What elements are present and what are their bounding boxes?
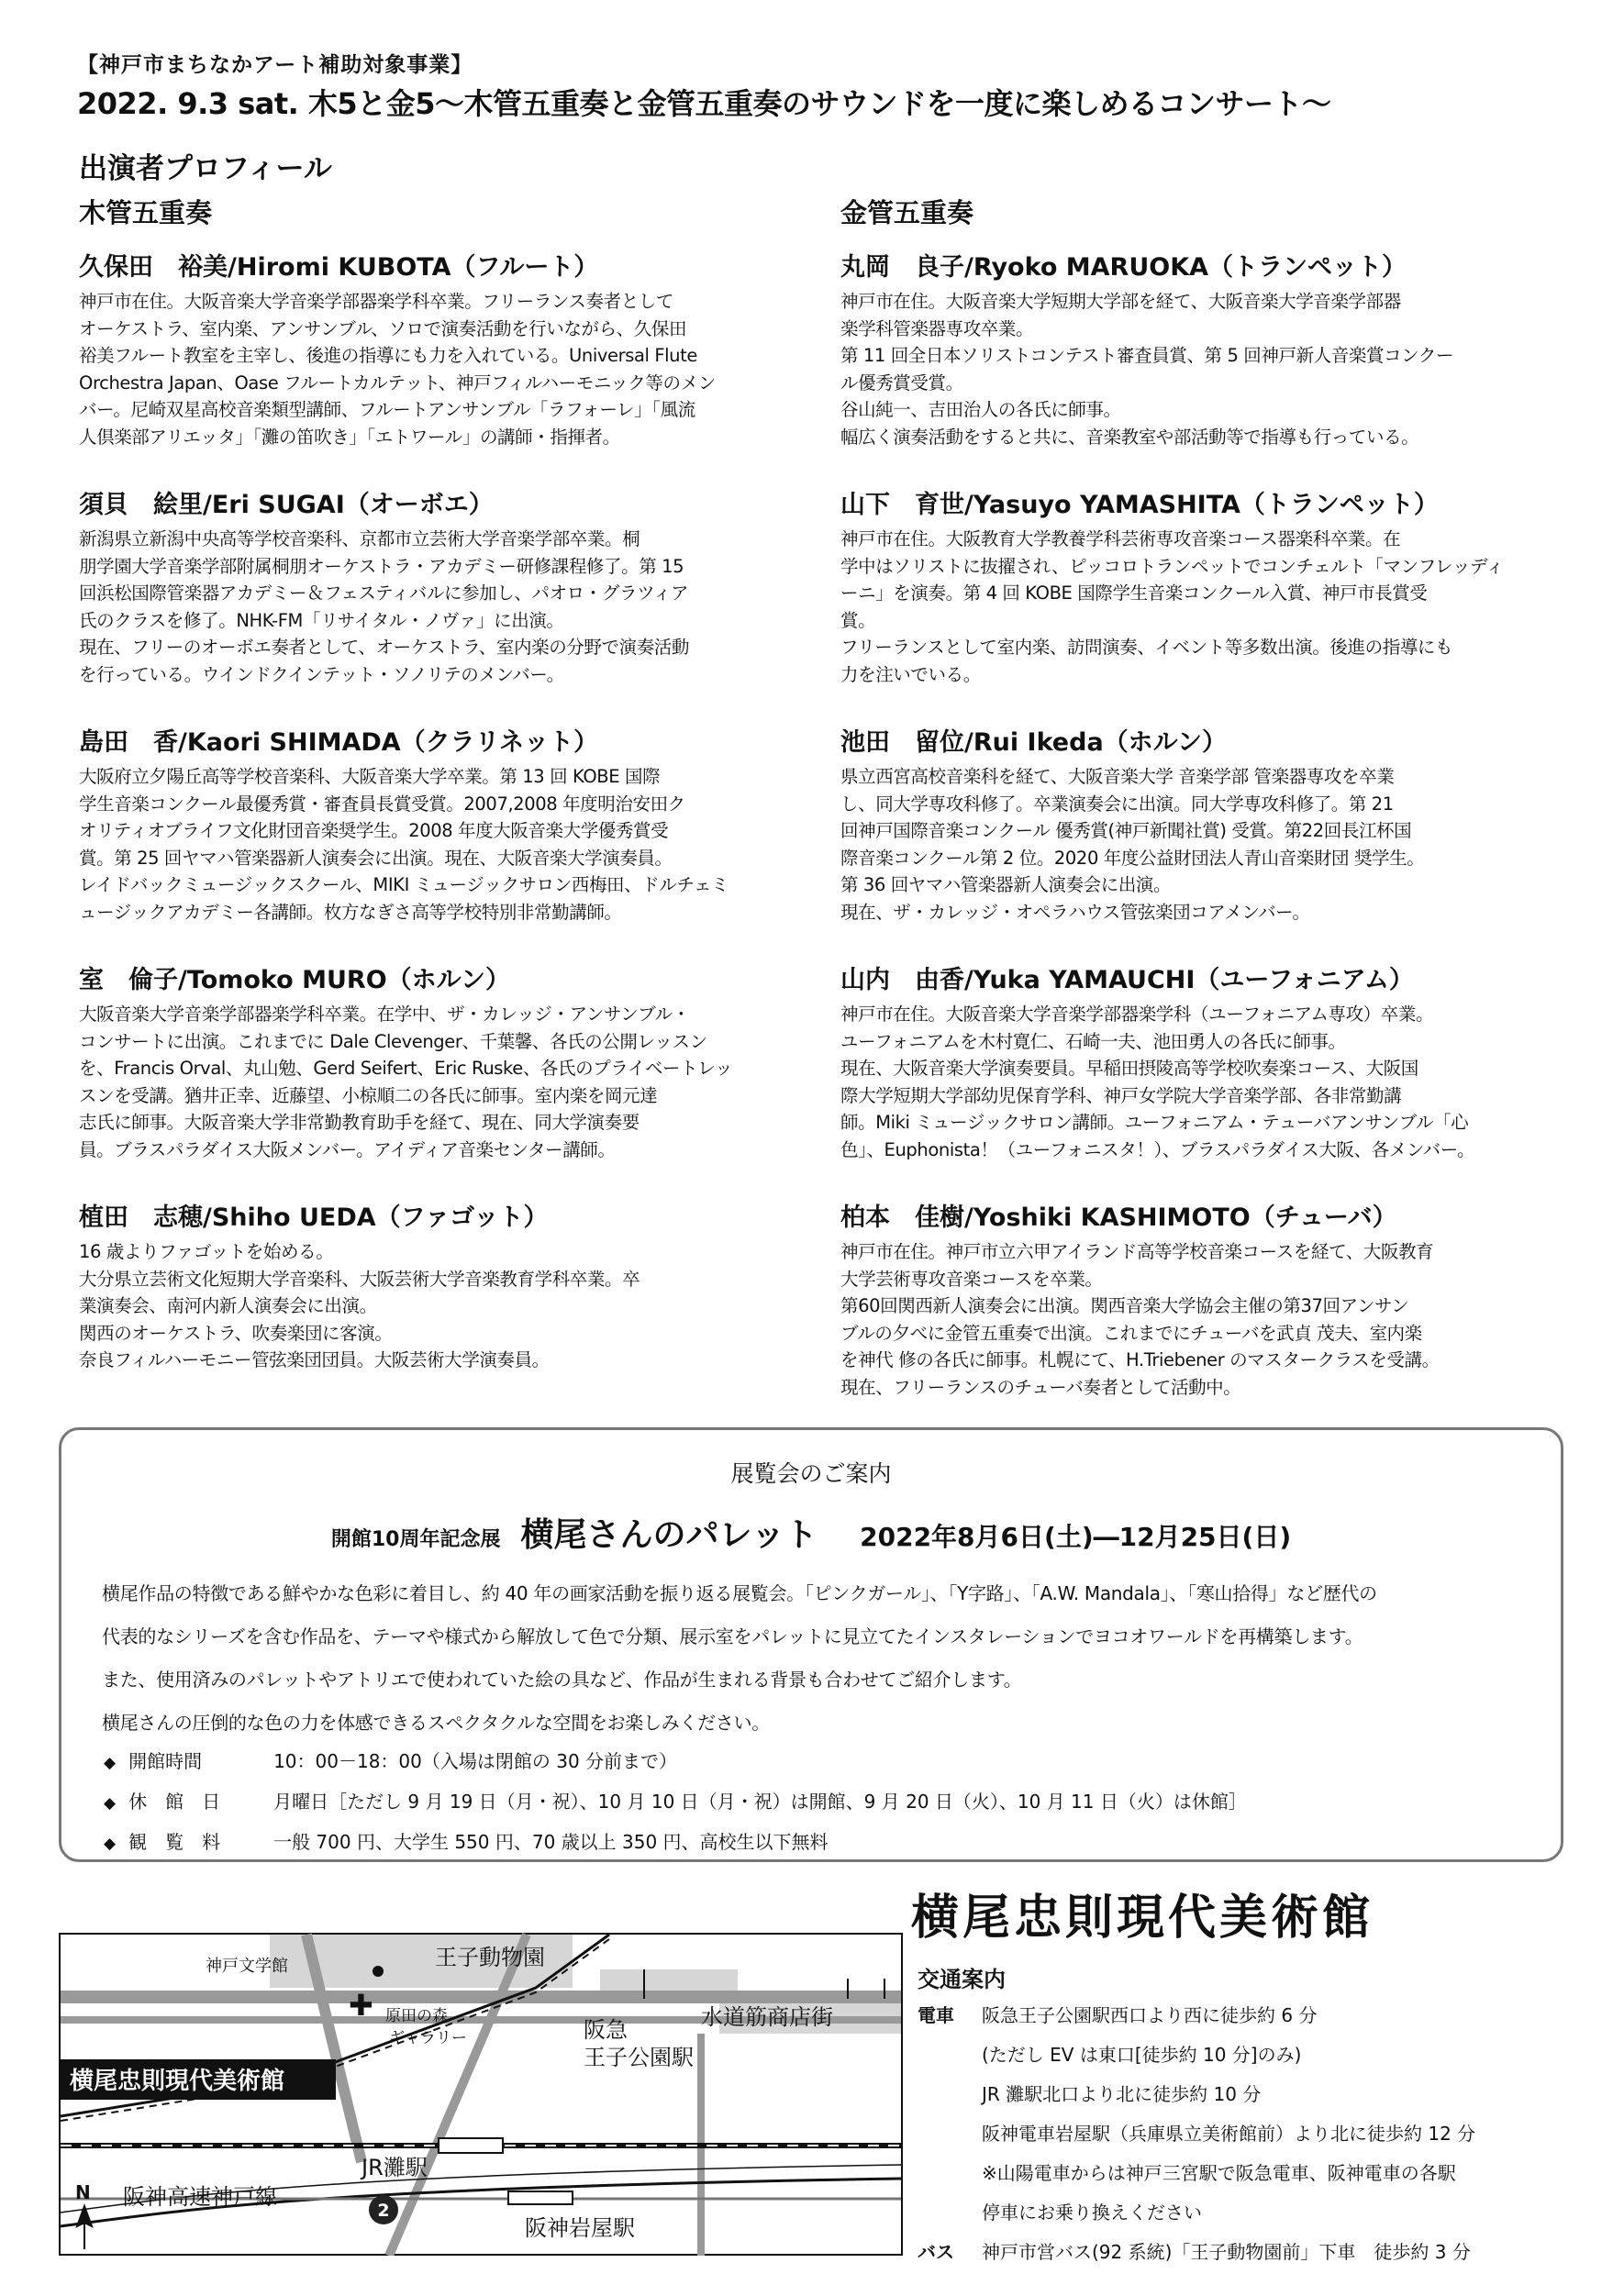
performer-profile <box>840 722 1556 926</box>
map-label-hanshin-iwaya: 阪神岩屋駅 <box>525 2215 635 2241</box>
performer-bio: 大阪府立夕陽丘高等学校音楽科、大阪音楽大学卒業。第 13 回 KOBE 国際 学生音楽コンクール最優秀賞・審査員長賞受賞。2007,2008 年度明治安田ク オリティオブライフ文化財団音楽奨学生。2008 年度大阪音楽大学優秀賞受 賞。第 25 回ヤマハ管楽器新人演奏会に出演。現在、大阪音楽大学演奏員。 レイドバックミュージックスクール、MIKI ミュージックサロン西梅田、ドルチェミ ュージックアカデミー各講師。枚方なぎさ高等学校特別非常勤講師。 <box>79 766 729 923</box>
access-mode: 電車 <box>918 2004 954 2026</box>
access-mode <box>918 2154 982 2193</box>
exhibition-heading: 展覧会のご案内 <box>730 1460 892 1487</box>
map-label-museum: 横尾忠則現代美術館 <box>70 2068 285 2095</box>
access-text: 阪神電車岩屋駅（兵庫県立美術館前）より北に徒歩約 12 分 <box>982 2123 1476 2145</box>
profile-heading: 出演者プロフィール <box>79 152 332 185</box>
exhibition-info <box>104 1742 1535 1863</box>
access-text: (ただし EV は東口[徒歩約 10 分]のみ) <box>982 2044 1302 2066</box>
performer-bio: 県立西宮高校音楽科を経て、大阪音楽大学 音楽学部 管楽器専攻を卒業 し、同大学専攻科修了。卒業演奏会に出演。同大学専攻科修了。第 21 回神戸国際音楽コンクール 優秀賞(神戸新聞社賞) 受賞。第22回長江杯国 際音楽コンクール第 2 位。2020 年度公益財団法人青山音楽財団 奨学生。 第 36 回ヤマハ管楽器新人演奏会に出演。 現在、ザ・カレッジ・オペラハウス管弦楽団コアメンバー。 <box>840 766 1425 923</box>
performer-name: 丸岡 良子/Ryoko MARUOKA（トランペット） <box>840 253 1407 282</box>
map-label-expressway: 阪神高速神戸線 <box>123 2184 277 2210</box>
info-row <box>104 1782 1535 1823</box>
performer-bio: 新潟県立新潟中央高等学校音楽科、京都市立芸術大学音楽学部卒業。桐 朋学園大学音楽学部附属桐朋オーケストラ・アカデミー研修課程修了。第 15 回浜松国際管楽器アカデミー＆フェスティバルに参加し、パオロ・グラツィア 氏のクラスを修了。NHK-FM「リサイタル・ノヴァ」に出演。 現在、フリーのオーボエ奏者として、オーケストラ、室内楽の分野で演奏活動 を行っている。ウインドクインテット・ソノリテのメンバー。 <box>79 528 689 685</box>
performer-bio: 神戸市在住。大阪教育大学教養学科芸術専攻音楽コース器楽科卒業。在 学中はソリストに抜擢され、ピッコロトランペットでコンチェルト「マンフレッディ ーニ」を演奏。第 4 回 KOBE 国際学生音楽コンクール入賞、神戸市長賞受 賞。 フリーランスとして室内楽、訪問演奏、イベント等多数出演。後進の指導にも 力を注いでいる。 <box>840 528 1504 685</box>
access-mode <box>918 2193 982 2233</box>
performer-profile <box>79 959 804 1163</box>
performer-name: 植田 志穂/Shiho UEDA（ファゴット） <box>79 1203 549 1232</box>
description-line: 代表的なシリーズを含む作品を、テーマや様式から解放して色で分類、展示室をパレットに見立てたインスタレーションでヨコオワールドを再構築します。 <box>102 1625 1363 1647</box>
access-row <box>918 2154 1560 2193</box>
diamond-bullet-icon: ◆ <box>104 1794 117 1813</box>
info-label: 開館時間 <box>128 1750 203 1772</box>
concert-title: 2022. 9.3 sat. 木5と金5～木管五重奏と金管五重奏のサウンドを一度に楽しめるコンサート～ <box>77 86 1331 121</box>
access-text: ※山陽電車からは神戸三宮駅で阪急電車、阪神電車の各駅 <box>982 2162 1456 2184</box>
access-row <box>918 2075 1560 2114</box>
performer-bio: 16 歳よりファゴットを始める。 大分県立芸術文化短期大学音楽科、大阪芸術大学音楽教育学科卒業。卒 業演奏会、南河内新人演奏会に出演。 関西のオーケストラ、吹奏楽団に客演。 奈良フィルハーモニー管弦楽団団員。大阪芸術大学演奏員。 <box>79 1241 640 1370</box>
description-line: 横尾作品の特徴である鮮やかな色彩に着目し、約 40 年の画家活動を振り返る展覧会。「ピンクガール」、「Y字路」、「A.W. Mandala」、「寒山拾得」など歴代の <box>102 1582 1377 1604</box>
access-row <box>918 2193 1560 2233</box>
access-mode: バス <box>918 2241 954 2263</box>
hankyu-line-2: 王子公園駅 <box>584 2045 694 2070</box>
performer-name: 柏本 佳樹/Yoshiki KASHIMOTO（チューバ） <box>840 1203 1397 1232</box>
info-label: 休 館 日 <box>128 1791 221 1813</box>
performer-profile <box>840 484 1556 688</box>
access-text: 停車にお乗り換えください <box>982 2202 1202 2224</box>
access-row <box>918 2233 1560 2272</box>
performer-profile <box>79 1197 804 1374</box>
harada-line-2: ギャラリー <box>389 2029 467 2047</box>
access-map <box>59 1933 903 2256</box>
access-mode <box>918 2075 982 2114</box>
performer-profile <box>840 247 1556 450</box>
performer-name: 池田 留位/Rui Ikeda（ホルン） <box>840 728 1227 757</box>
access-row <box>918 2114 1560 2154</box>
access-title: 交通案内 <box>918 1967 1006 1992</box>
exhibition-description <box>102 1572 1533 1745</box>
info-row <box>104 1823 1535 1863</box>
performer-name: 久保田 裕美/Hiromi KUBOTA（フルート） <box>79 253 599 282</box>
bungakukan-marker <box>373 1966 384 1977</box>
performer-name: 島田 香/Kaori SHIMADA（クラリネット） <box>79 728 599 757</box>
brass-column <box>840 193 1556 1435</box>
access-mode <box>918 2114 982 2154</box>
cross-icon: ✚ <box>349 1988 373 2023</box>
performer-name: 須貝 絵里/Eri SUGAI（オーボエ） <box>79 491 494 519</box>
description-line: 横尾さんの圧倒的な色の力を体感できるスペクタクルな空間をお楽しみください。 <box>102 1712 770 1734</box>
performer-profile <box>79 484 804 688</box>
access-row <box>918 2035 1560 2075</box>
access-text: 神戸市営バス(92 系統)「王子動物園前」下車 徒歩約 3 分 <box>982 2241 1471 2263</box>
exhibition-prefix: 開館10周年記念展 <box>330 1528 501 1551</box>
access-row <box>918 1996 1560 2035</box>
info-value: 一般 700 円、大学生 550 円、70 歳以上 350 円、高校生以下無料 <box>273 1831 829 1853</box>
performer-profile <box>840 959 1556 1163</box>
description-line: また、使用済みのパレットやアトリエで使われていた絵の具など、作品が生まれる背景も合わせてご紹介します。 <box>102 1669 1022 1691</box>
brass-title: 金管五重奏 <box>840 197 974 228</box>
performer-profile <box>840 1197 1556 1401</box>
exhibition-title-line <box>61 1509 1561 1556</box>
performer-bio: 神戸市在住。大阪音楽大学音楽学部器楽学科卒業。フリーランス奏者として オーケストラ、室内楽、アンサンブル、ソロで演奏活動を行いながら、久保田 裕美フルート教室を主宰し、後進の指導にも力を入れている。Universal Flute Orchestra Japan、Oase フルートカルテット、神戸フィルハーモニック等のメン バー。尼崎双星高校音楽類型講師、フルートアンサンブル「ラフォーレ」「風流 人倶楽部アリエッタ」「灘の笛吹き」「エトワール」の講師・指揮者。 <box>79 291 716 448</box>
diamond-bullet-icon: ◆ <box>104 1754 117 1772</box>
performer-bio: 神戸市在住。大阪音楽大学音楽学部器楽学科（ユーフォニアム専攻）卒業。 ユーフォニアムを木村寛仁、石崎一夫、池田勇人の各氏に師事。 現在、大阪音楽大学演奏要員。早稲田摂陵高等学校吹奏楽コース、大阪国 際大学短期大学部幼児保育学科、神戸女学院大学音楽学部、各非常勤講 師。Miki ミュージックサロン講師。ユーフォニアム・テューバアンサンブル「心 色」、Euphonista！（ユーフォニスタ！）、ブラスパラダイス大阪、各メンバー。 <box>840 1004 1475 1160</box>
performer-profile <box>79 722 804 926</box>
performer-profile <box>79 247 804 450</box>
map-label-jr-station: JR灘駅 <box>362 2155 428 2180</box>
performer-name: 山内 由香/Yuka YAMAUCHI（ユーフォニアム） <box>840 966 1414 994</box>
performer-name: 室 倫子/Tomoko MURO（ホルン） <box>79 966 510 994</box>
info-value: 月曜日［ただし 9 月 19 日（月・祝）、10 月 10 日（月・祝）は開館、9 月 20 日（火）、10 月 11 日（火）は休館］ <box>273 1791 1247 1813</box>
access-text: JR 灘駅北口より北に徒歩約 10 分 <box>982 2083 1262 2105</box>
exhibition-dates: 2022年8月6日(土)―12月25日(日) <box>860 1522 1292 1552</box>
map-label-oji-zoo: 王子動物園 <box>435 1945 545 1970</box>
performer-bio: 神戸市在住。神戸市立六甲アイランド高等学校音楽コースを経て、大阪教育 大学芸術専攻音楽コースを卒業。 第60回関西新人演奏会に出演。関西音楽大学協会主催の第37回アンサン ブルの夕べに金管五重奏で出演。これまでにチューバを武貞 茂夫、室内楽 を神代 修の各氏に師事。札幌にて、H.Triebener のマスタークラスを受講。 現在、フリーランスのチューバ奏者として活動中。 <box>840 1241 1440 1398</box>
diamond-bullet-icon: ◆ <box>104 1835 117 1853</box>
exhibition-box <box>59 1427 1563 1862</box>
hankyu-line-1: 阪急 <box>584 2017 628 2043</box>
access-text: 阪急王子公園駅西口より西に徒歩約 6 分 <box>982 2004 1318 2026</box>
harada-line-1: 原田の森 <box>385 2007 448 2025</box>
info-row <box>104 1742 1535 1782</box>
route-number: 2 <box>377 2201 390 2221</box>
map-label-suido-street: 水道筋商店街 <box>701 2004 833 2030</box>
access-list <box>918 1996 1560 2272</box>
woodwind-title: 木管五重奏 <box>79 197 213 228</box>
map-label-bungakukan: 神戸文学館 <box>206 1957 288 1976</box>
map-label-north: N <box>75 2181 91 2203</box>
performer-bio: 大阪音楽大学音楽学部器楽学科卒業。在学中、ザ・カレッジ・アンサンブル・ コンサートに出演。これまでに Dale Clevenger、千葉馨、各氏の公開レッスン を、Francis Orval、丸山勉、Gerd Seifert、Eric Ruske、各氏のプライベートレッ スンを受講。猶井正幸、近藤望、小椋順二の各氏に師事。室内楽を岡元達 志氏に師事。大阪音楽大学非常勤教育助手を経て、現在、同大学演奏要 員。ブラスパラダイス大阪メンバー。アイディア音楽センター講師。 <box>79 1004 733 1160</box>
info-value: 10：00－18：00（入場は閉館の 30 分前まで） <box>273 1750 678 1772</box>
woodwind-column <box>79 193 804 1408</box>
access-mode <box>918 2035 982 2075</box>
performer-name: 山下 育世/Yasuyo YAMASHITA（トランペット） <box>840 491 1439 519</box>
info-label: 観 覧 料 <box>128 1831 221 1853</box>
museum-name: 横尾忠則現代美術館 <box>911 1891 1374 1946</box>
exhibition-name: 横尾さんのパレット <box>520 1516 818 1554</box>
performer-bio: 神戸市在住。大阪音楽大学短期大学部を経て、大阪音楽大学音楽学部器 楽学科管楽器専攻卒業。 第 11 回全日本ソリストコンテスト審査員賞、第 5 回神戸新人音楽賞コンクー ル優秀賞受賞。 谷山純一、吉田治人の各氏に師事。 幅広く演奏活動をすると共に、音楽教室や部活動等で指導も行っている。 <box>840 291 1454 448</box>
header-tag: 【神戸市まちなかアート補助対象事業】 <box>77 53 473 77</box>
